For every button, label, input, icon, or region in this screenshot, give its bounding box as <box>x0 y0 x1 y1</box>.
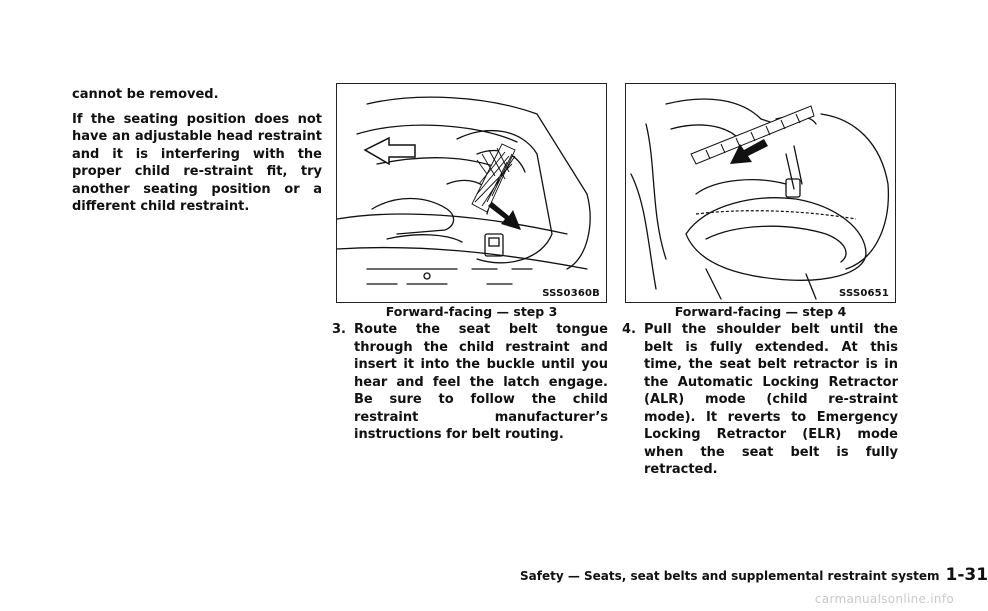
intro-text-column <box>72 86 322 223</box>
illustration-seat-belt-tongue <box>337 84 608 304</box>
step-4-item <box>622 321 898 479</box>
figure-caption: Forward-facing — step 3 <box>385 304 558 319</box>
step-text: Route the seat belt tongue through the child restraint and insert it into the buckle until you hear and feel the latch engage. Be sure to follow the child restraint manufacturer’s instructions for belt routing. <box>354 322 608 442</box>
figure-code: SSS0651 <box>839 288 889 299</box>
step-3-item <box>332 321 608 444</box>
intro-paragraph-1: cannot be removed. <box>72 87 219 102</box>
page-number: 1-31 <box>945 565 988 585</box>
intro-paragraph-2: If the seating position does not have an adjustable head restraint and it is interfering with the proper child re-straint fit, try another seating position or a different child restraint. <box>72 111 322 214</box>
figure-code: SSS0360B <box>542 288 600 299</box>
watermark: carmanualsonline.info <box>814 592 954 606</box>
step-number: 4. <box>622 322 636 337</box>
page-footer <box>520 565 988 585</box>
section-title: Safety — Seats, seat belts and supplemental restraint system <box>520 569 940 583</box>
figure-step-3 <box>336 83 607 303</box>
illustration-shoulder-belt <box>626 84 897 304</box>
step-number: 3. <box>332 322 346 337</box>
step-text: Pull the shoulder belt until the belt is fully extended. At this time, the seat belt retractor is in the Automatic Locking Retractor (ALR) mode (child re-straint mode). It reverts to Emergency Locking Retractor (ELR) mode when the seat belt is fully retracted. <box>644 322 898 477</box>
figure-caption: Forward-facing — step 4 <box>674 304 847 319</box>
figure-step-4 <box>625 83 896 303</box>
